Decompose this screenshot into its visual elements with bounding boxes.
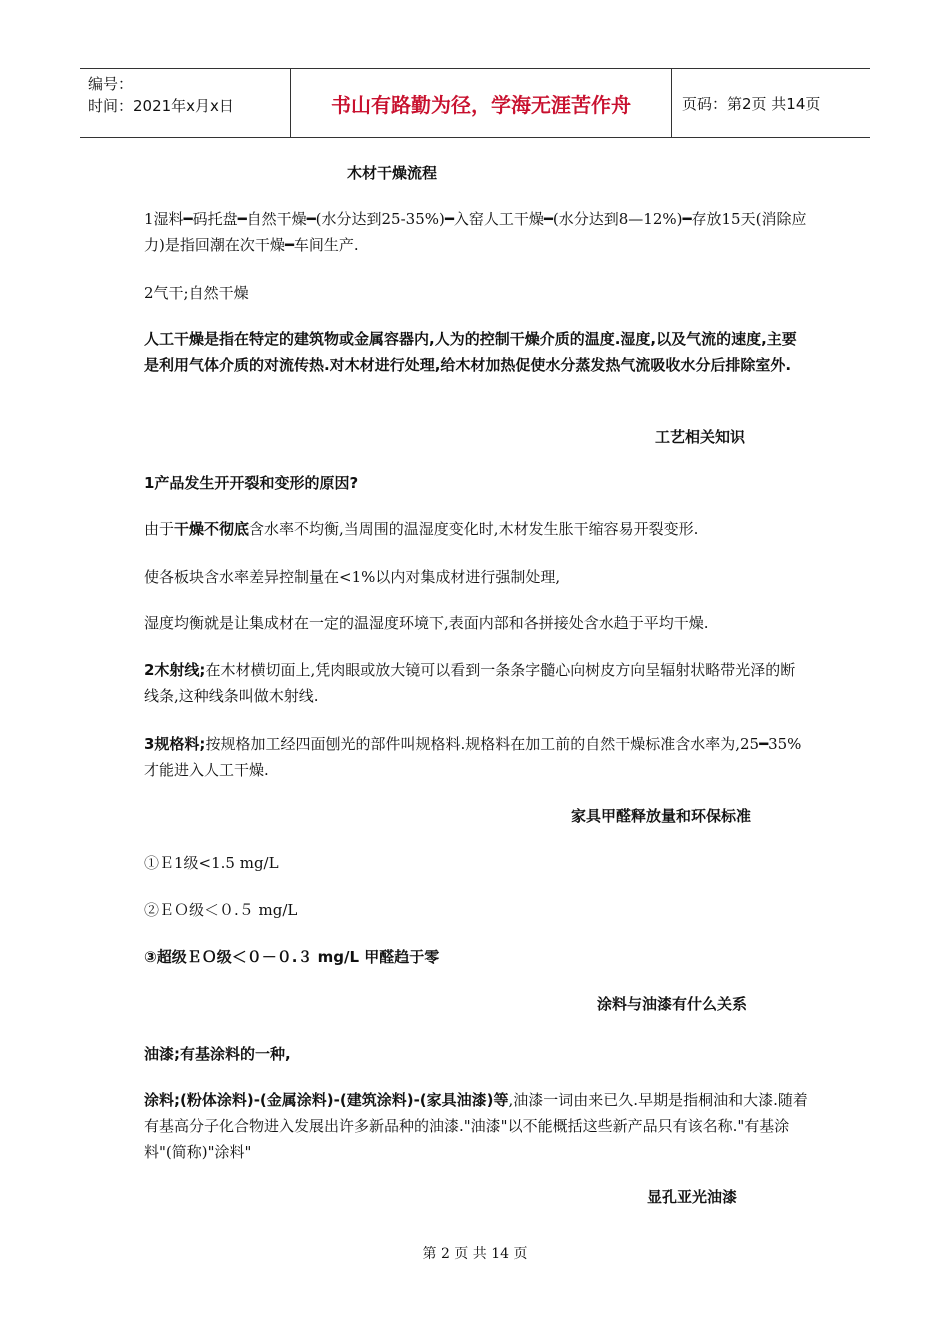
answer-prefix: 由于 <box>144 520 175 538</box>
coating-text: ,油漆一词由来已久.早期是指桐油和大漆.随着有基高分子化合物进入发展出许多新品种的油漆."油漆"以不能概括这些新产品只有该名称."有基涂料"(简称)"涂料" <box>144 1091 808 1161</box>
answer-bold: 干燥不彻底 <box>174 520 250 538</box>
page-header <box>80 68 870 138</box>
spec-term: 3规格料; <box>144 735 206 753</box>
number-label: 编号： <box>88 75 134 93</box>
answer-rest: 含水率不均衡,当周围的温湿度变化时,木材发生胀干缩容易开裂变形. <box>249 520 699 538</box>
section-title-matte: 显孔亚光油漆 <box>647 1188 738 1206</box>
coating-term: 涂料;(粉体涂料)-(金属涂料)-(建筑涂料)-(家具油漆)等 <box>144 1091 509 1109</box>
standard-super-e0: ③超级ＥＯ级＜０－０.３ mg/L 甲醛趋于零 <box>144 948 440 966</box>
paragraph-spec-material <box>144 731 809 783</box>
paragraph-coating <box>144 1087 809 1165</box>
section-title-knowledge: 工艺相关知识 <box>655 428 746 446</box>
question-crack: 1产品发生开开裂和变形的原因? <box>144 474 359 492</box>
paragraph-paint-def: 油漆;有基涂料的一种, <box>144 1045 291 1063</box>
header-motto: 书山有路勤为径，学海无涯苦作舟 <box>290 69 672 137</box>
paragraph-process: 1湿料━码托盘━自然干燥━(水分达到25-35%)━入窑人工干燥━(水分达到8—12%)━存放15天(消除应力)是指回潮在次干燥━车间生产. <box>144 210 807 254</box>
paragraph-moisture-control: 使各板块含水率差异控制量在<1%以内对集成材进行强制处理, <box>144 568 561 586</box>
header-page-info: 页码：第2页 共14页 <box>682 94 821 113</box>
doc-title: 木材干燥流程 <box>347 164 438 182</box>
paragraph-humidity-balance: 湿度均衡就是让集成材在一定的温湿度环境下,表面内部和各拼接处含水趋于平均干燥. <box>144 614 709 632</box>
wood-ray-text: 在木材横切面上,凭肉眼或放大镜可以看到一条条字髓心向树皮方向呈辐射状略带光泽的断线条,这种线条叫做木射线. <box>144 661 796 705</box>
paragraph-artificial-dry: 人工干燥是指在特定的建筑物或金属容器内,人为的控制干燥介质的温度.湿度,以及气流的速度,主要是利用气体介质的对流传热.对木材进行处理,给木材加热促使水分蒸发热气流吸收水分后排除室外. <box>144 330 797 374</box>
spec-text: 按规格加工经四面刨光的部件叫规格料.规格料在加工前的自然干燥标准含水率为,25━35%才能进入人工干燥. <box>144 735 802 779</box>
header-meta <box>80 69 290 137</box>
answer-crack <box>144 516 809 542</box>
paragraph-air-dry: 2气干;自然干燥 <box>144 284 249 302</box>
standard-e0: ②ＥＯ级＜０.５ mg/L <box>144 901 298 919</box>
paragraph-wood-ray <box>144 657 809 709</box>
wood-ray-term: 2木射线; <box>144 661 206 679</box>
section-title-paint: 涂料与油漆有什么关系 <box>597 995 748 1013</box>
page-footer: 第 2 页 共 14 页 <box>422 1246 528 1262</box>
time-label: 时间：2021年x月x日 <box>88 97 234 115</box>
standard-e1: ①Ｅ1级<1.5 mg/L <box>144 854 279 872</box>
section-title-formaldehyde: 家具甲醛释放量和环保标准 <box>571 807 752 825</box>
